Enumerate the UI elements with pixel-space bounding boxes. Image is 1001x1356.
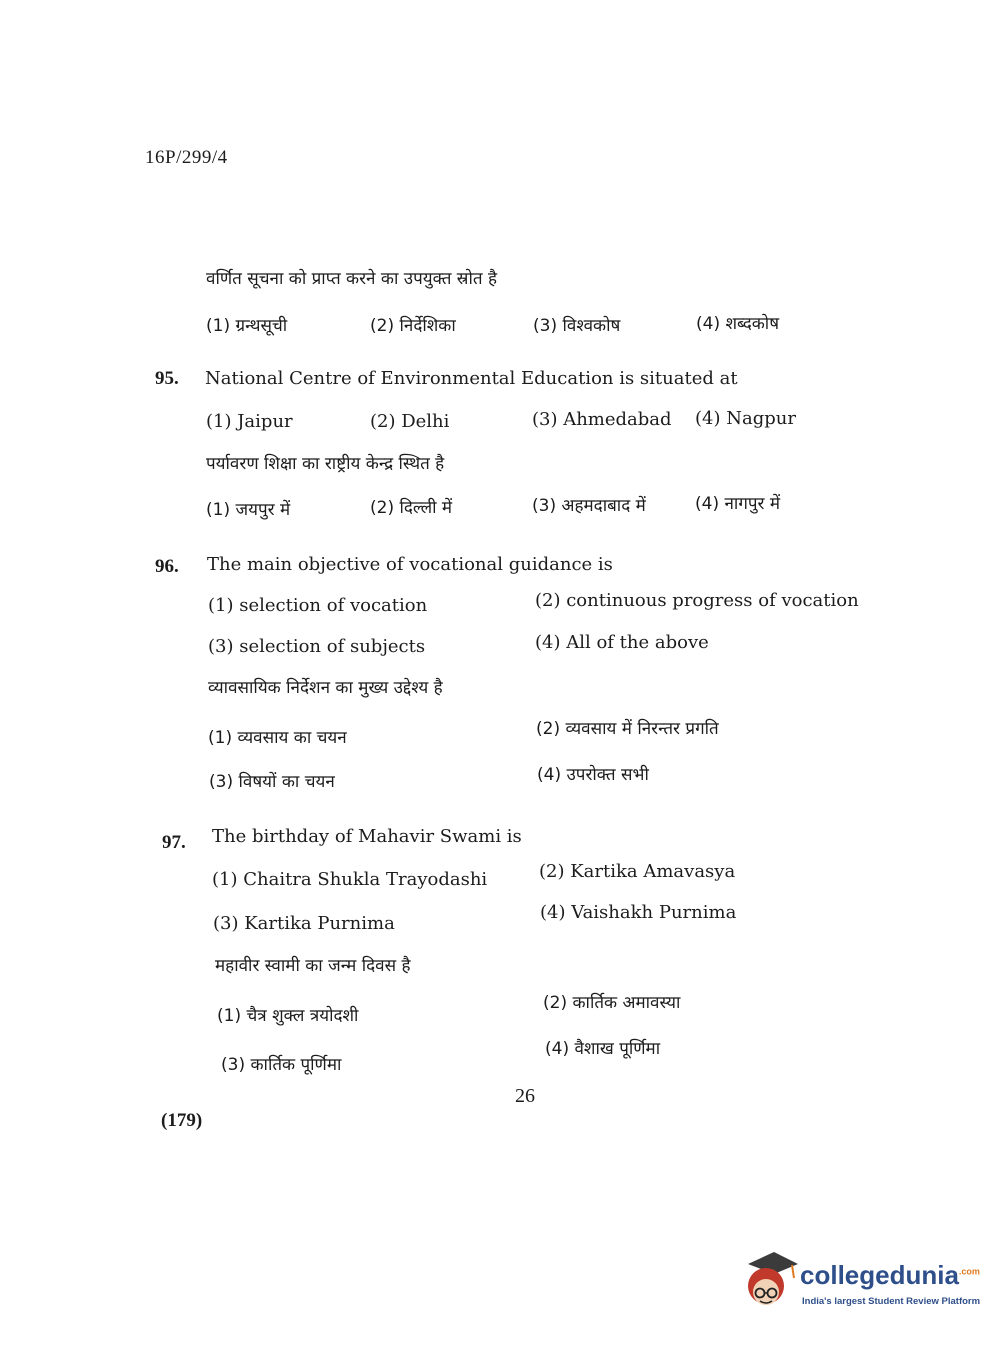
mascot-logo-icon [740,1248,800,1318]
footer-code: (179) [161,1110,203,1131]
q94-hindi-question: वर्णित सूचना को प्राप्त करने का उपयुक्त स्रोत है [206,269,497,289]
q94-hindi-option-2: (2) निर्देशिका [370,316,456,336]
logo-brand-suffix: .com [958,1266,980,1277]
q95-english-option-1: (1) Jaipur [206,411,293,432]
q96-hindi-option-2: (2) व्यवसाय में निरन्तर प्रगति [536,719,719,739]
q97-hindi-option-2: (2) कार्तिक अमावस्या [543,993,681,1013]
q96-english-question: The main objective of vocational guidance is [207,554,613,575]
q96-hindi-option-1: (1) व्यवसाय का चयन [208,728,347,748]
q97-english-option-4: (4) Vaishakh Purnima [540,902,737,923]
q95-hindi-option-1: (1) जयपुर में [206,500,291,520]
q95-hindi-question: पर्यावरण शिक्षा का राष्ट्रीय केन्द्र स्थित है [206,454,445,474]
q97-english-option-3: (3) Kartika Purnima [213,913,395,934]
q96-hindi-question: व्यावसायिक निर्देशन का मुख्य उद्देश्य है [208,678,443,698]
q94-hindi-option-4: (4) शब्दकोष [696,314,780,334]
q95-hindi-option-3: (3) अहमदाबाद में [532,496,646,516]
q95-hindi-option-2: (2) दिल्ली में [370,498,453,518]
q95-english-option-4: (4) Nagpur [695,408,796,429]
q96-english-option-1: (1) selection of vocation [208,595,428,616]
q95-hindi-option-4: (4) नागपुर में [695,494,781,514]
q95-english-option-2: (2) Delhi [370,411,450,432]
q94-hindi-option-1: (1) ग्रन्थसूची [206,316,288,336]
q97-hindi-question: महावीर स्वामी का जन्म दिवस है [215,956,411,976]
q97-hindi-option-3: (3) कार्तिक पूर्णिमा [221,1055,342,1075]
logo-brand-name: collegedunia [800,1260,959,1290]
q95-number: 95. [155,368,179,389]
q94-hindi-option-3: (3) विश्वकोष [533,316,621,336]
collegedunia-watermark [740,1248,981,1318]
q96-number: 96. [155,556,179,577]
q97-english-option-1: (1) Chaitra Shukla Trayodashi [212,869,488,890]
q96-english-option-2: (2) continuous progress of vocation [535,590,859,611]
q96-hindi-option-4: (4) उपरोक्त सभी [537,765,649,785]
q97-hindi-option-1: (1) चैत्र शुक्ल त्रयोदशी [217,1006,359,1026]
q95-english-question: National Centre of Environmental Education is situated at [205,368,738,389]
q96-english-option-4: (4) All of the above [535,632,709,653]
q97-english-question: The birthday of Mahavir Swami is [212,826,522,847]
q97-number: 97. [162,832,186,853]
q97-hindi-option-4: (4) वैशाख पूर्णिमा [545,1039,661,1059]
q96-english-option-3: (3) selection of subjects [208,636,426,657]
paper-code: 16P/299/4 [145,147,228,168]
q95-english-option-3: (3) Ahmedabad [532,409,672,430]
page-number: 26 [515,1085,535,1107]
logo-tagline: India's largest Student Review Platform [802,1296,981,1307]
q97-english-option-2: (2) Kartika Amavasya [539,861,736,882]
logo-brand-text [800,1260,980,1291]
q96-hindi-option-3: (3) विषयों का चयन [209,772,335,792]
